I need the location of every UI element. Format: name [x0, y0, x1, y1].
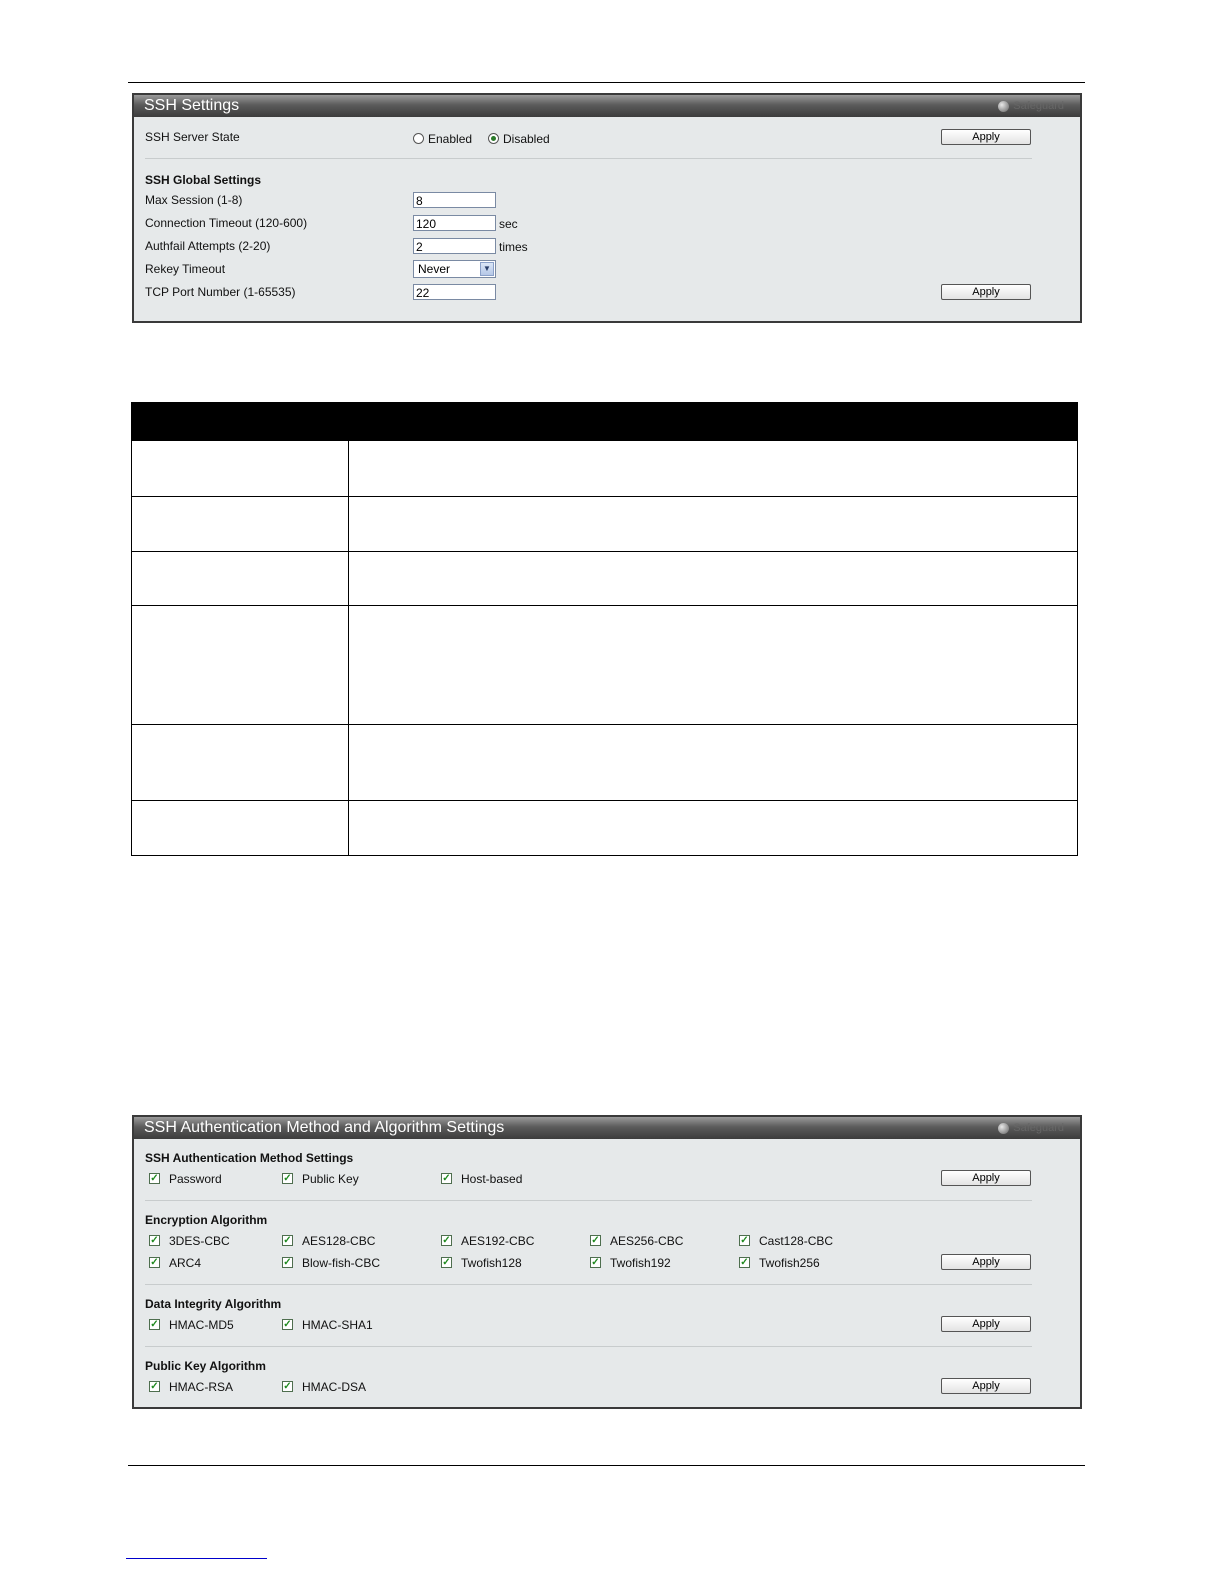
- tcp-port-input[interactable]: 22: [413, 284, 496, 300]
- auth-method-apply-button[interactable]: Apply: [941, 1170, 1031, 1186]
- section-divider: [145, 1346, 1032, 1347]
- pubkey-apply-button[interactable]: Apply: [941, 1378, 1031, 1394]
- encryption-heading: Encryption Algorithm: [145, 1213, 268, 1227]
- authfail-attempts-unit: times: [499, 240, 528, 254]
- checkbox-public-key-label: Public Key: [302, 1172, 359, 1186]
- bottom-page-rule: [128, 1465, 1085, 1466]
- checkbox-hmac-sha1-label: HMAC-SHA1: [302, 1318, 373, 1332]
- integrity-heading: Data Integrity Algorithm: [145, 1297, 282, 1311]
- checkbox-cast128-cbc-label: Cast128-CBC: [759, 1234, 834, 1248]
- checkbox-aes192-cbc[interactable]: ✓: [442, 1235, 451, 1246]
- ssh-settings-header: [134, 95, 1080, 117]
- global-settings-apply-button[interactable]: Apply: [941, 284, 1031, 300]
- ssh-auth-header: [134, 1117, 1080, 1139]
- checkbox-aes256-cbc-label: AES256-CBC: [610, 1234, 684, 1248]
- server-state-apply-button[interactable]: Apply: [941, 129, 1031, 145]
- checkbox-twofish128[interactable]: ✓: [442, 1257, 451, 1268]
- integrity-apply-button[interactable]: Apply: [941, 1316, 1031, 1332]
- safeguard-indicator: [998, 99, 1064, 113]
- section-divider: [145, 1284, 1032, 1285]
- chevron-down-icon[interactable]: ▼: [480, 262, 494, 276]
- table-row: [132, 800, 1077, 801]
- panel-title: SSH Authentication Method and Algorithm Settings: [144, 1119, 505, 1136]
- table-column-divider: [348, 441, 349, 855]
- table-row: [132, 496, 1077, 497]
- checkbox-hmac-rsa[interactable]: ✓: [150, 1381, 159, 1392]
- checkbox-twofish192-label: Twofish192: [610, 1256, 671, 1270]
- section-divider: [145, 158, 1032, 159]
- checkbox-twofish256[interactable]: ✓: [740, 1257, 749, 1268]
- rekey-timeout-value: Never: [418, 262, 451, 276]
- checkbox-hmac-dsa-label: HMAC-DSA: [302, 1380, 367, 1394]
- safeguard-label: Safeguard: [1013, 1122, 1064, 1134]
- checkbox-hmac-rsa-label: HMAC-RSA: [169, 1380, 234, 1394]
- max-session-input[interactable]: 8: [413, 192, 496, 208]
- checkbox-cast128-cbc[interactable]: ✓: [740, 1235, 749, 1246]
- safeguard-label: Safeguard: [1013, 100, 1064, 112]
- checkbox-blowfish-cbc-label: Blow-fish-CBC: [302, 1256, 381, 1270]
- radio-enabled-label: Enabled: [428, 132, 473, 146]
- checkbox-host-based-label: Host-based: [461, 1172, 523, 1186]
- checkbox-hmac-md5[interactable]: ✓: [150, 1319, 159, 1330]
- top-page-rule: [128, 82, 1085, 83]
- checkbox-blowfish-cbc[interactable]: ✓: [283, 1257, 292, 1268]
- table-row: [132, 551, 1077, 552]
- connection-timeout-label: Connection Timeout (120-600): [145, 216, 308, 230]
- safeguard-icon: [998, 1123, 1009, 1134]
- server-state-label: SSH Server State: [145, 130, 240, 144]
- radio-disabled-label: Disabled: [503, 132, 550, 146]
- checkbox-twofish256-label: Twofish256: [759, 1256, 820, 1270]
- encryption-apply-button[interactable]: Apply: [941, 1254, 1031, 1270]
- checkbox-hmac-dsa[interactable]: ✓: [283, 1381, 292, 1392]
- ssh-auth-panel: [132, 1115, 1082, 1409]
- pubkey-heading: Public Key Algorithm: [145, 1359, 266, 1373]
- radio-enabled[interactable]: [413, 133, 424, 144]
- checkbox-password-label: Password: [169, 1172, 222, 1186]
- ssh-settings-panel: [132, 93, 1082, 323]
- radio-disabled[interactable]: [488, 133, 499, 144]
- checkbox-public-key[interactable]: ✓: [283, 1173, 292, 1184]
- checkbox-aes192-cbc-label: AES192-CBC: [461, 1234, 535, 1248]
- checkbox-arc4[interactable]: ✓: [150, 1257, 159, 1268]
- connection-timeout-input[interactable]: 120: [413, 215, 496, 231]
- checkbox-aes128-cbc-label: AES128-CBC: [302, 1234, 376, 1248]
- checkbox-aes256-cbc[interactable]: ✓: [591, 1235, 600, 1246]
- table-row: [132, 605, 1077, 606]
- rekey-timeout-select[interactable]: [413, 260, 496, 278]
- auth-method-heading: SSH Authentication Method Settings: [145, 1151, 354, 1165]
- global-settings-heading: SSH Global Settings: [145, 173, 262, 187]
- rekey-timeout-label: Rekey Timeout: [145, 262, 226, 276]
- table-row: [132, 724, 1077, 725]
- checkbox-3des-cbc[interactable]: ✓: [150, 1235, 159, 1246]
- authfail-attempts-input[interactable]: 2: [413, 238, 496, 254]
- footer-link-underline[interactable]: [126, 1558, 267, 1559]
- checkbox-twofish192[interactable]: ✓: [591, 1257, 600, 1268]
- checkbox-arc4-label: ARC4: [169, 1256, 202, 1270]
- checkbox-hmac-sha1[interactable]: ✓: [283, 1319, 292, 1330]
- checkbox-aes128-cbc[interactable]: ✓: [283, 1235, 292, 1246]
- safeguard-icon: [998, 101, 1009, 112]
- checkbox-hmac-md5-label: HMAC-MD5: [169, 1318, 234, 1332]
- checkbox-password[interactable]: ✓: [150, 1173, 159, 1184]
- checkbox-3des-cbc-label: 3DES-CBC: [169, 1234, 230, 1248]
- safeguard-indicator: [998, 1121, 1064, 1135]
- checkbox-host-based[interactable]: ✓: [442, 1173, 451, 1184]
- panel-title: SSH Settings: [144, 97, 240, 114]
- table-header: [132, 403, 1077, 441]
- tcp-port-label: TCP Port Number (1-65535): [145, 285, 296, 299]
- description-table: [131, 402, 1078, 856]
- max-session-label: Max Session (1-8): [145, 193, 243, 207]
- section-divider: [145, 1200, 1032, 1201]
- checkbox-twofish128-label: Twofish128: [461, 1256, 522, 1270]
- connection-timeout-unit: sec: [499, 217, 518, 231]
- authfail-attempts-label: Authfail Attempts (2-20): [145, 239, 271, 253]
